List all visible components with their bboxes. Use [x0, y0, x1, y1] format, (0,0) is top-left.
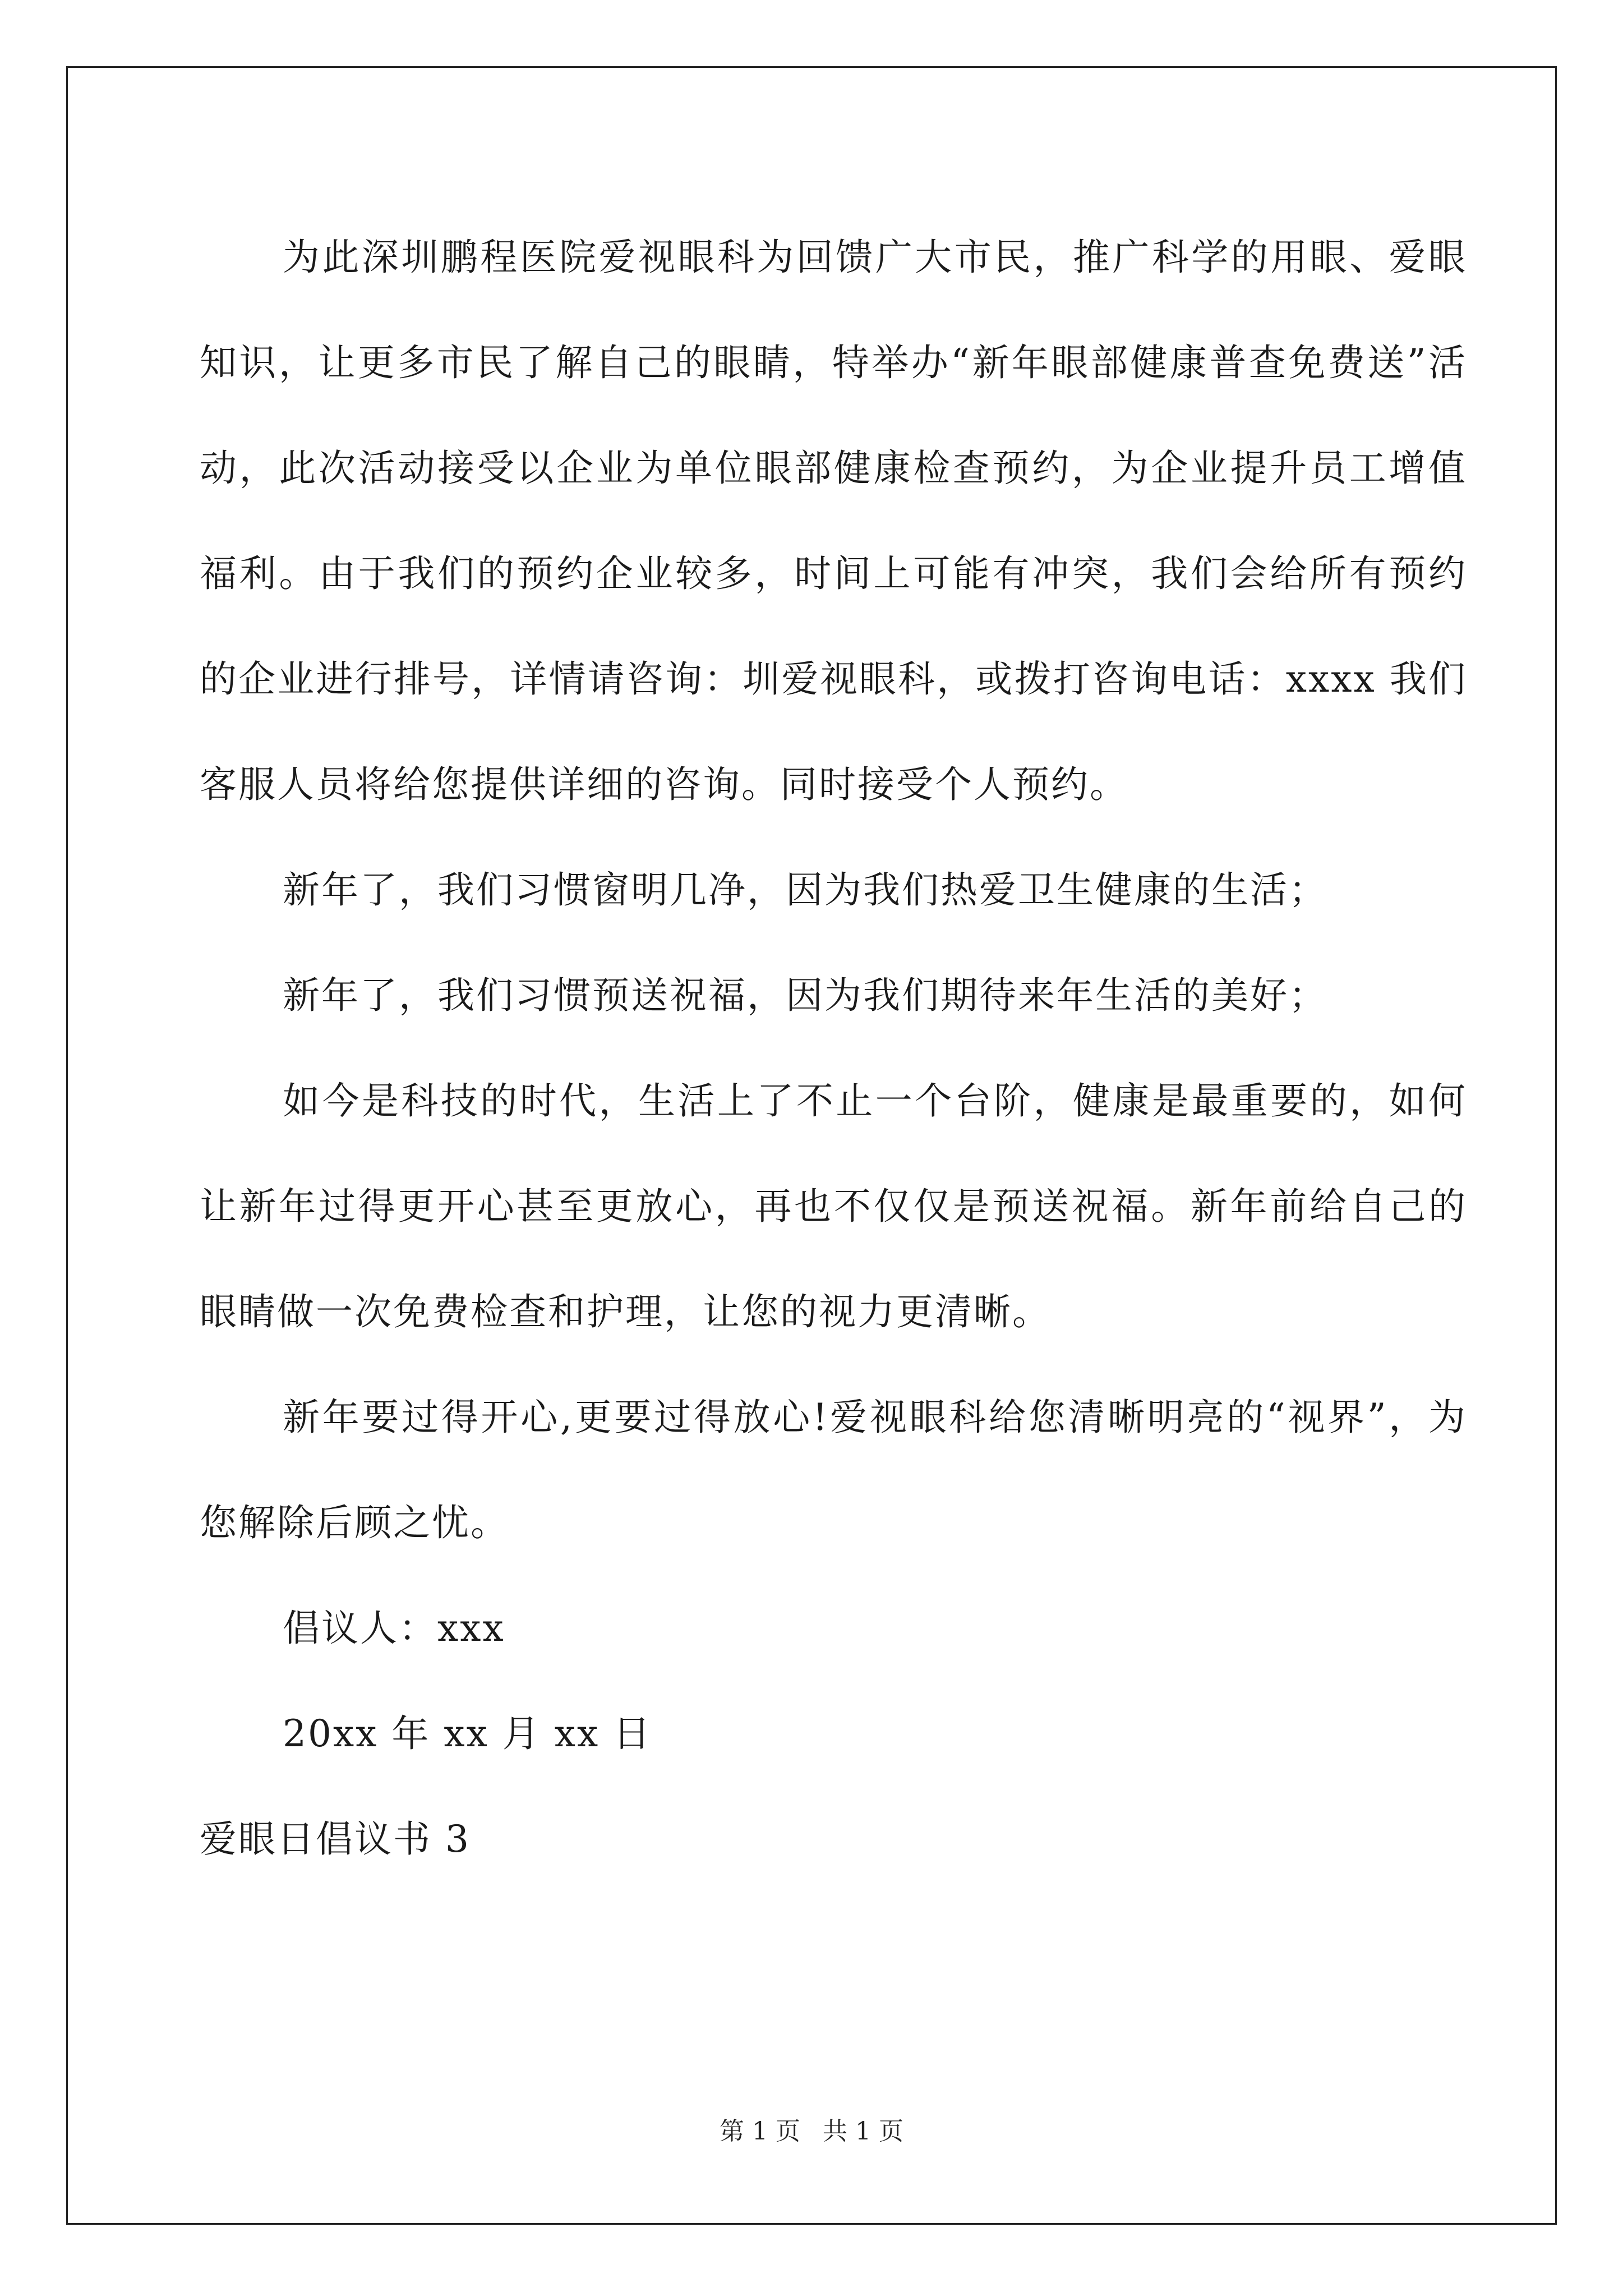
section-heading: 爱眼日倡议书 3 [200, 1818, 471, 1861]
date-line: 20xx 年 xx 月 xx 日 [283, 1712, 652, 1755]
paragraph-technology-era: 如今是科技的时代，生活上了不止一个台阶，健康是最重要的，如何让新年过得更开心甚至更放心，再也不仅仅是预送祝福。新年前给自己的眼睛做一次免费检查和护理，让您的视力更清晰。 [200, 1079, 1467, 1333]
paragraph-new-year-blessing: 新年了，我们习惯预送祝福，因为我们期待来年生活的美好； [283, 974, 1327, 1017]
paragraph-intro: 为此深圳鹏程医院爱视眼科为回馈广大市民，推广科学的用眼、爱眼知识，让更多市民了解自己的眼睛，特举办“新年眼部健康普查免费送”活动，此次活动接受以企业为单位眼部健康检查预约，为企业提升员工增值福利。由于我们的预约企业较多，时间上可能有冲突，我们会给所有预约的企业进行排号，详情请咨询：圳爱视眼科，或拨打咨询电话：xxxx 我们客服人员将给您提供详细的咨询。同时接受个人预约。 [200, 236, 1467, 806]
paragraph-clear-vision: 新年要过得开心,更要过得放心!爱视眼科给您清晰明亮的“视界”，为您解除后顾之忧。 [200, 1396, 1467, 1544]
paragraph-new-year-clean: 新年了，我们习惯窗明几净，因为我们热爱卫生健康的生活； [283, 868, 1327, 912]
page-total: 共 1 页 [823, 2117, 903, 2146]
page-number: 第 1 页 [720, 2117, 800, 2146]
initiator-line: 倡议人：xxx [283, 1607, 505, 1650]
page-footer [0, 2115, 1623, 2148]
document-body [200, 205, 1467, 1892]
